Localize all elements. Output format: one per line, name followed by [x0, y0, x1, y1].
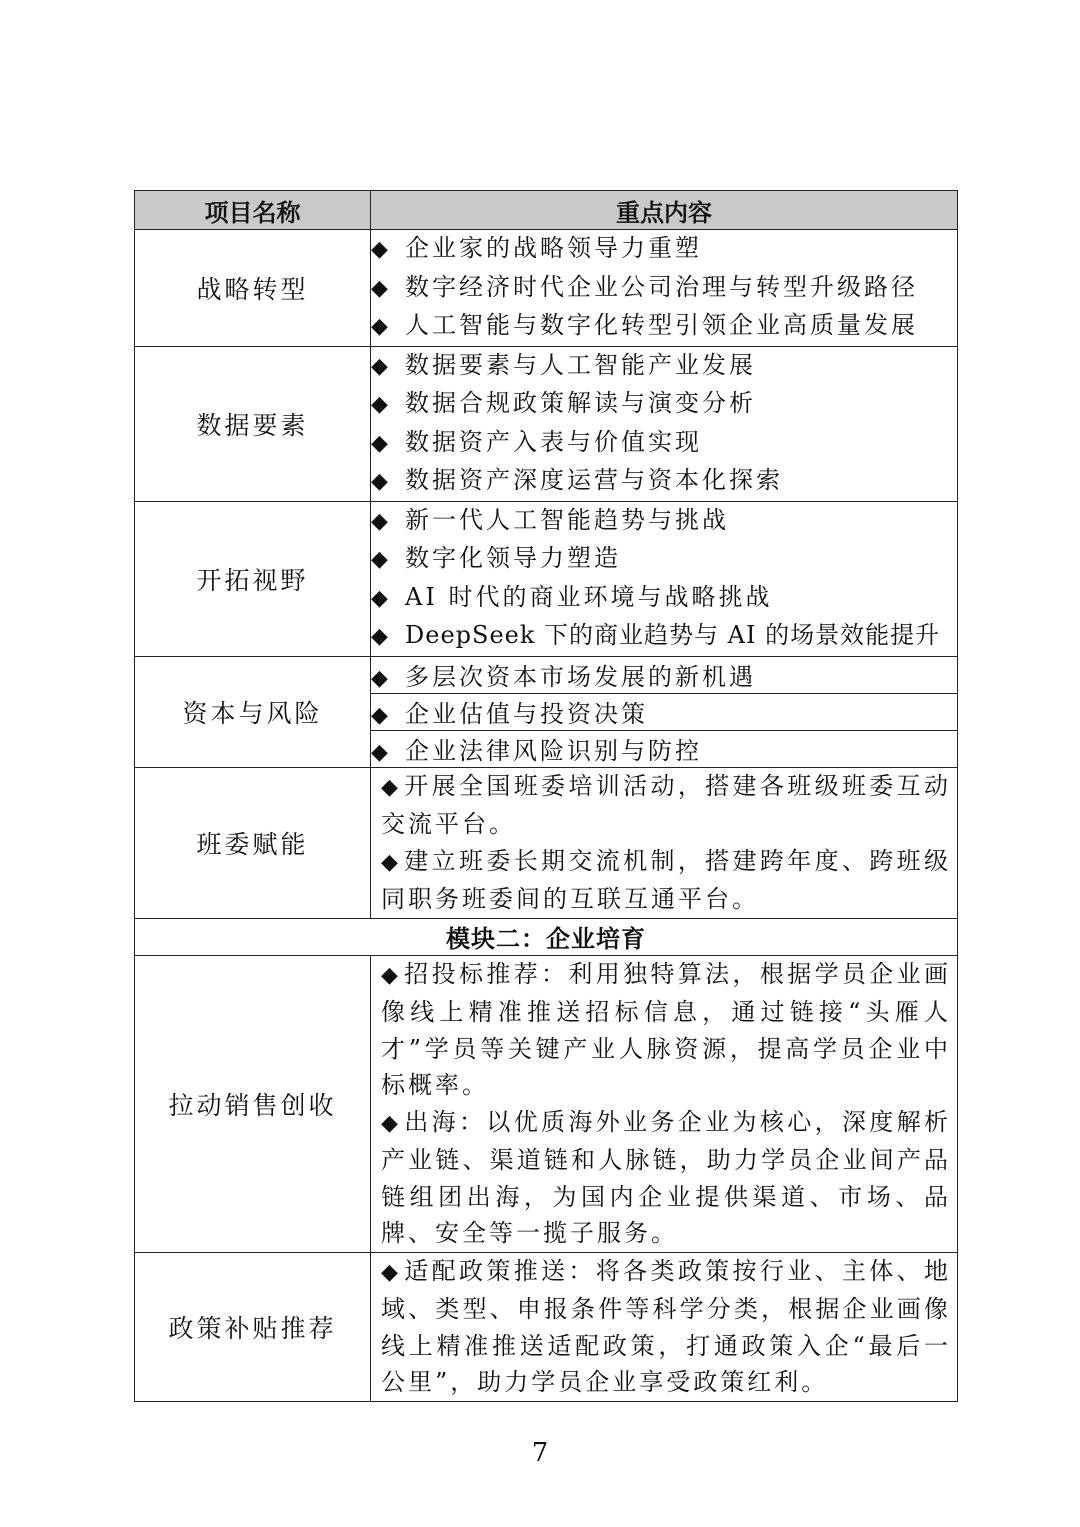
list-item: ◆ 适配政策推送：将各类政策按行业、主体、地域、类型、申报条件等科学分类，根据企业画像线上精准推送适配政策，打通政策入企“最后一公里”，助力学员企业享受政策红利。	[381, 1256, 952, 1396]
bullet-diamond-icon: ◆	[371, 703, 388, 728]
table-header-row	[135, 191, 958, 230]
list-item: ◆ 数字经济时代企业公司治理与转型升级路径	[371, 269, 957, 308]
list-item: ◆ 企业家的战略领导力重塑	[371, 230, 957, 269]
bullet-diamond-icon: ◆	[371, 469, 388, 494]
bullet-diamond-icon: ◆	[371, 547, 388, 572]
row-name: 拉动销售创收	[135, 955, 371, 1252]
bullet-diamond-icon: ◆	[381, 962, 399, 988]
header-key-content: 重点内容	[371, 191, 958, 230]
table-row	[135, 501, 958, 656]
bullet-diamond-icon: ◆	[381, 849, 399, 875]
list-item: ◆ 企业法律风险识别与防控	[371, 730, 958, 767]
bullet-diamond-icon: ◆	[381, 1259, 399, 1285]
row-name: 数据要素	[135, 346, 371, 501]
row-items	[371, 1252, 958, 1401]
table-row	[135, 1252, 958, 1401]
bullet-diamond-icon: ◆	[381, 774, 399, 800]
content-table	[134, 190, 958, 1402]
bullet-diamond-icon: ◆	[371, 275, 388, 301]
bullet-diamond-icon: ◆	[371, 353, 388, 379]
list-item: ◆ 数据合规政策解读与演变分析	[371, 385, 957, 424]
list-item: ◆ 数字化领导力塑造	[371, 540, 957, 579]
bullet-diamond-icon: ◆	[371, 430, 388, 456]
bullet-diamond-icon: ◆	[371, 740, 388, 765]
bullet-diamond-icon: ◆	[371, 585, 388, 611]
row-name: 班委赋能	[135, 767, 371, 918]
bullet-diamond-icon: ◆	[371, 237, 388, 262]
list-item: ◆ 数据资产深度运营与资本化探索	[371, 462, 957, 501]
list-item: ◆ 人工智能与数字化转型引领企业高质量发展	[371, 307, 957, 346]
row-name: 战略转型	[135, 230, 371, 347]
list-item: ◆ 企业估值与投资决策	[371, 693, 958, 730]
list-item: ◆ DeepSeek 下的商业趋势与 AI 的场景效能提升	[371, 617, 957, 656]
list-item: ◆ 开展全国班委培训活动，搭建各班级班委互动交流平台。	[381, 771, 952, 838]
bullet-diamond-icon: ◆	[381, 1110, 399, 1136]
table-row	[135, 346, 958, 501]
table-row	[135, 767, 958, 918]
row-name: 政策补贴推荐	[135, 1252, 371, 1401]
bullet-diamond-icon: ◆	[371, 624, 388, 649]
list-item: ◆ 数据资产入表与价值实现	[371, 424, 957, 463]
row-name: 开拓视野	[135, 501, 371, 656]
table-row	[135, 656, 958, 693]
bullet-diamond-icon: ◆	[371, 392, 388, 417]
list-item: ◆ 建立班委长期交流机制，搭建跨年度、跨班级同职务班委间的互联互通平台。	[381, 846, 952, 913]
bullet-diamond-icon: ◆	[371, 508, 388, 534]
header-project-name: 项目名称	[135, 191, 371, 230]
page-number: 7	[531, 1438, 549, 1468]
bullet-diamond-icon: ◆	[371, 666, 388, 691]
module-title: 模块二：企业培育	[135, 918, 958, 955]
list-item: ◆ 招投标推荐：利用独特算法，根据学员企业画像线上精准推送招标信息，通过链接“头雁人才”学员等关键产业人脉资源，提高学员企业中标概率。	[381, 959, 952, 1099]
row-items	[371, 230, 958, 347]
bullet-diamond-icon: ◆	[371, 314, 388, 339]
module-row	[135, 918, 958, 955]
row-items	[371, 955, 958, 1252]
list-item: ◆ 多层次资本市场发展的新机遇	[371, 656, 958, 693]
list-item: ◆ AI 时代的商业环境与战略挑战	[371, 579, 957, 618]
list-item: ◆ 出海：以优质海外业务企业为核心，深度解析产业链、渠道链和人脉链，助力学员企业间产品链组团出海，为国内企业提供渠道、市场、品牌、安全等一揽子服务。	[381, 1107, 952, 1247]
list-item: ◆ 新一代人工智能趋势与挑战	[371, 502, 957, 541]
row-items	[371, 767, 958, 918]
table-row	[135, 955, 958, 1252]
row-items	[371, 346, 958, 501]
table-row	[135, 230, 958, 347]
list-item: ◆ 数据要素与人工智能产业发展	[371, 347, 957, 386]
row-name: 资本与风险	[135, 656, 371, 767]
row-items	[371, 501, 958, 656]
